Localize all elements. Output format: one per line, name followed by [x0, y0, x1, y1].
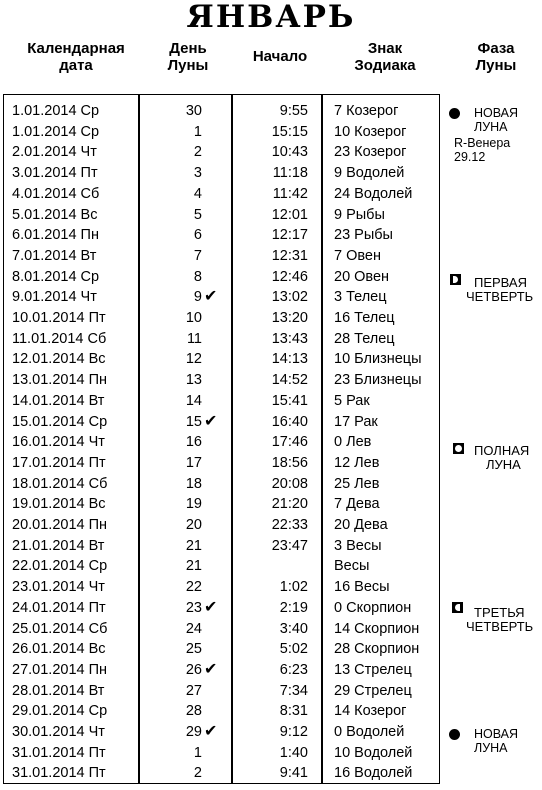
moon-day-cell: 15	[185, 413, 202, 430]
start-time-cell: 5:02	[279, 641, 308, 658]
moon-day-cell: 29	[185, 724, 202, 740]
moon-day-cell: 7	[193, 247, 202, 264]
date-cell: 21.01.2014 Вт	[12, 537, 105, 554]
moon-day-cell: 11	[186, 330, 202, 347]
start-time-cell: 17:46	[271, 434, 308, 451]
zodiac-cell: 28 Телец	[334, 330, 395, 347]
start-time-cell: 7:34	[279, 682, 308, 699]
moon-day-cell: 6	[193, 227, 202, 244]
last-quarter-icon	[452, 602, 463, 613]
moon-day-cell: 20	[185, 517, 202, 533]
header-phase: Фаза Луны	[475, 40, 517, 74]
zodiac-cell: 14 Скорпион	[334, 620, 420, 637]
zodiac-cell: 9 Водолей	[334, 165, 405, 182]
date-cell: 20.01.2014 Пн	[12, 517, 108, 533]
zodiac-cell: 23 Козерог	[334, 144, 407, 161]
zodiac-cell: 24 Водолей	[334, 185, 413, 202]
moon-day-cell: 23	[185, 599, 202, 616]
zodiac-cell: 13 Стрелец	[334, 661, 412, 678]
full-moon-icon	[453, 443, 464, 454]
moon-day-cell: 14	[185, 392, 202, 409]
moon-day-cell: 24	[185, 620, 202, 637]
header-date: Календарная дата	[27, 40, 125, 74]
date-cell: 16.01.2014 Чт	[12, 434, 105, 451]
zodiac-cell: 16 Весы	[334, 579, 390, 596]
check-icon: ✔	[204, 288, 218, 306]
start-time-cell: 1:02	[279, 579, 308, 596]
date-cell: 31.01.2014 Пт	[12, 765, 106, 782]
start-time-cell: 21:20	[271, 496, 308, 513]
date-cell: 23.01.2014 Чт	[12, 579, 105, 596]
date-cell: 8.01.2014 Ср	[12, 268, 100, 285]
moon-day-cell: 21	[185, 558, 202, 575]
start-time-cell: 11:42	[272, 185, 308, 202]
date-cell: 30.01.2014 Чт	[12, 724, 105, 740]
zodiac-cell: 16 Телец	[334, 310, 395, 326]
date-cell: 7.01.2014 Вт	[12, 247, 97, 264]
zodiac-cell: 3 Весы	[334, 537, 382, 554]
start-time-cell: 14:52	[271, 372, 308, 389]
moon-day-cell: 21	[185, 537, 202, 554]
date-cell: 28.01.2014 Вт	[12, 682, 105, 699]
date-cell: 1.01.2014 Ср	[12, 123, 100, 140]
zodiac-cell: 14 Козерог	[334, 703, 407, 720]
date-cell: 9.01.2014 Чт	[12, 289, 97, 306]
moon-day-cell: 28	[185, 703, 202, 720]
zodiac-cell: 7 Козерог	[334, 103, 399, 119]
start-time-cell: 23:47	[271, 537, 308, 554]
start-time-cell: 20:08	[271, 475, 308, 492]
moon-day-cell: 25	[185, 641, 202, 658]
start-time-cell: 12:01	[271, 206, 308, 223]
zodiac-cell: 16 Водолей	[334, 765, 413, 782]
date-cell: 14.01.2014 Вт	[12, 392, 105, 409]
start-time-cell: 15:41	[271, 392, 308, 409]
start-time-cell: 9:41	[279, 765, 308, 782]
zodiac-cell: 28 Скорпион	[334, 641, 420, 658]
start-time-cell: 15:15	[271, 123, 308, 140]
first-quarter-icon	[450, 274, 461, 285]
moon-day-cell: 4	[193, 185, 202, 202]
zodiac-cell: 12 Лев	[334, 454, 380, 471]
date-cell: 25.01.2014 Сб	[12, 620, 108, 637]
moon-day-cell: 3	[193, 165, 202, 182]
zodiac-cell: Весы	[334, 558, 370, 575]
date-cell: 4.01.2014 Сб	[12, 185, 100, 202]
start-time-cell: 10:43	[271, 144, 308, 161]
zodiac-cell: 3 Телец	[334, 289, 387, 306]
date-cell: 22.01.2014 Ср	[12, 558, 108, 575]
zodiac-cell: 0 Лев	[334, 434, 372, 451]
start-time-cell: 14:13	[271, 351, 308, 368]
date-cell: 1.01.2014 Ср	[12, 103, 100, 119]
check-icon: ✔	[204, 723, 218, 740]
date-cell: 24.01.2014 Пт	[12, 599, 106, 616]
new-moon-icon	[449, 108, 460, 119]
start-time-cell: 13:20	[271, 310, 308, 326]
date-cell: 19.01.2014 Вс	[12, 496, 106, 513]
start-time-cell: 13:02	[271, 289, 308, 306]
check-icon: ✔	[204, 660, 218, 678]
moon-day-cell: 16	[185, 434, 202, 451]
start-time-cell: 6:23	[279, 661, 308, 678]
start-time-cell	[232, 556, 308, 577]
date-cell: 29.01.2014 Ср	[12, 703, 108, 720]
start-time-cell: 2:19	[279, 599, 308, 616]
moon-day-cell: 8	[193, 268, 202, 285]
zodiac-cell: 17 Рак	[334, 413, 378, 430]
start-time-cell: 8:31	[279, 703, 308, 720]
zodiac-cell: 10 Водолей	[334, 744, 413, 761]
start-time-cell: 1:40	[279, 744, 308, 761]
moon-day-cell: 19	[185, 496, 202, 513]
start-time-cell: 9:12	[279, 724, 308, 740]
start-time-cell: 22:33	[271, 517, 308, 533]
zodiac-cell: 0 Скорпион	[334, 599, 412, 616]
moon-day-cell: 13	[185, 372, 202, 389]
moon-day-cell: 1	[193, 744, 202, 761]
start-time-cell: 12:17	[271, 227, 308, 244]
zodiac-cell: 23 Близнецы	[334, 372, 422, 389]
check-icon: ✔	[204, 598, 218, 616]
moon-day-cell: 5	[193, 206, 202, 223]
zodiac-cell: 9 Рыбы	[334, 206, 385, 223]
start-time-cell: 11:18	[272, 165, 308, 182]
date-cell: 11.01.2014 Сб	[12, 330, 107, 347]
date-cell: 26.01.2014 Вс	[12, 641, 106, 658]
date-cell: 6.01.2014 Пн	[12, 227, 99, 244]
start-time-cell: 3:40	[279, 620, 308, 637]
moon-day-cell: 26	[185, 661, 202, 678]
start-time-cell: 12:31	[271, 247, 308, 264]
date-cell: 12.01.2014 Вс	[12, 351, 106, 368]
date-cell: 15.01.2014 Ср	[12, 413, 108, 430]
moon-day-cell: 22	[185, 579, 202, 596]
zodiac-cell: 23 Рыбы	[334, 227, 393, 244]
moon-day-cell: 10	[185, 310, 202, 326]
date-cell: 17.01.2014 Пт	[12, 454, 106, 471]
moon-day-cell: 17	[185, 454, 202, 471]
moon-day-cell: 2	[193, 765, 202, 782]
moon-day-cell: 2	[193, 144, 202, 161]
header-moon-day: День Луны	[167, 40, 209, 74]
date-cell: 3.01.2014 Пт	[12, 165, 98, 182]
date-cell: 10.01.2014 Пт	[12, 310, 106, 326]
page-title: ЯНВАРЬ	[186, 0, 356, 35]
start-time-cell: 18:56	[271, 454, 308, 471]
zodiac-cell: 7 Овен	[334, 247, 381, 264]
zodiac-cell: 7 Дева	[334, 496, 380, 513]
header-zodiac: Знак Зодиака	[354, 40, 416, 74]
zodiac-cell: 0 Водолей	[334, 724, 405, 740]
start-time-cell: 16:40	[271, 413, 308, 430]
moon-day-cell: 9	[193, 289, 202, 306]
zodiac-cell: 25 Лев	[334, 475, 380, 492]
zodiac-cell: 10 Близнецы	[334, 351, 422, 368]
zodiac-cell: 5 Рак	[334, 392, 370, 409]
header-start: Начало	[252, 48, 308, 65]
zodiac-cell: 10 Козерог	[334, 123, 407, 140]
start-time-cell: 12:46	[271, 268, 308, 285]
date-cell: 2.01.2014 Чт	[12, 144, 97, 161]
moon-day-cell: 12	[185, 351, 202, 368]
zodiac-cell: 20 Дева	[334, 517, 388, 533]
moon-day-cell: 27	[185, 682, 202, 699]
moon-day-cell: 1	[193, 123, 202, 140]
zodiac-cell: 20 Овен	[334, 268, 390, 285]
moon-day-cell: 30	[185, 103, 202, 119]
moon-day-cell: 18	[185, 475, 202, 492]
date-cell: 31.01.2014 Пт	[12, 744, 106, 761]
new-moon-icon	[449, 729, 460, 740]
start-time-cell: 9:55	[279, 103, 308, 119]
date-cell: 18.01.2014 Сб	[12, 475, 108, 492]
zodiac-cell: 29 Стрелец	[334, 682, 412, 699]
check-icon: ✔	[204, 412, 218, 430]
start-time-cell: 13:43	[271, 330, 308, 347]
date-cell: 13.01.2014 Пн	[12, 372, 108, 389]
date-cell: 27.01.2014 Пн	[12, 661, 108, 678]
date-cell: 5.01.2014 Вс	[12, 206, 98, 223]
